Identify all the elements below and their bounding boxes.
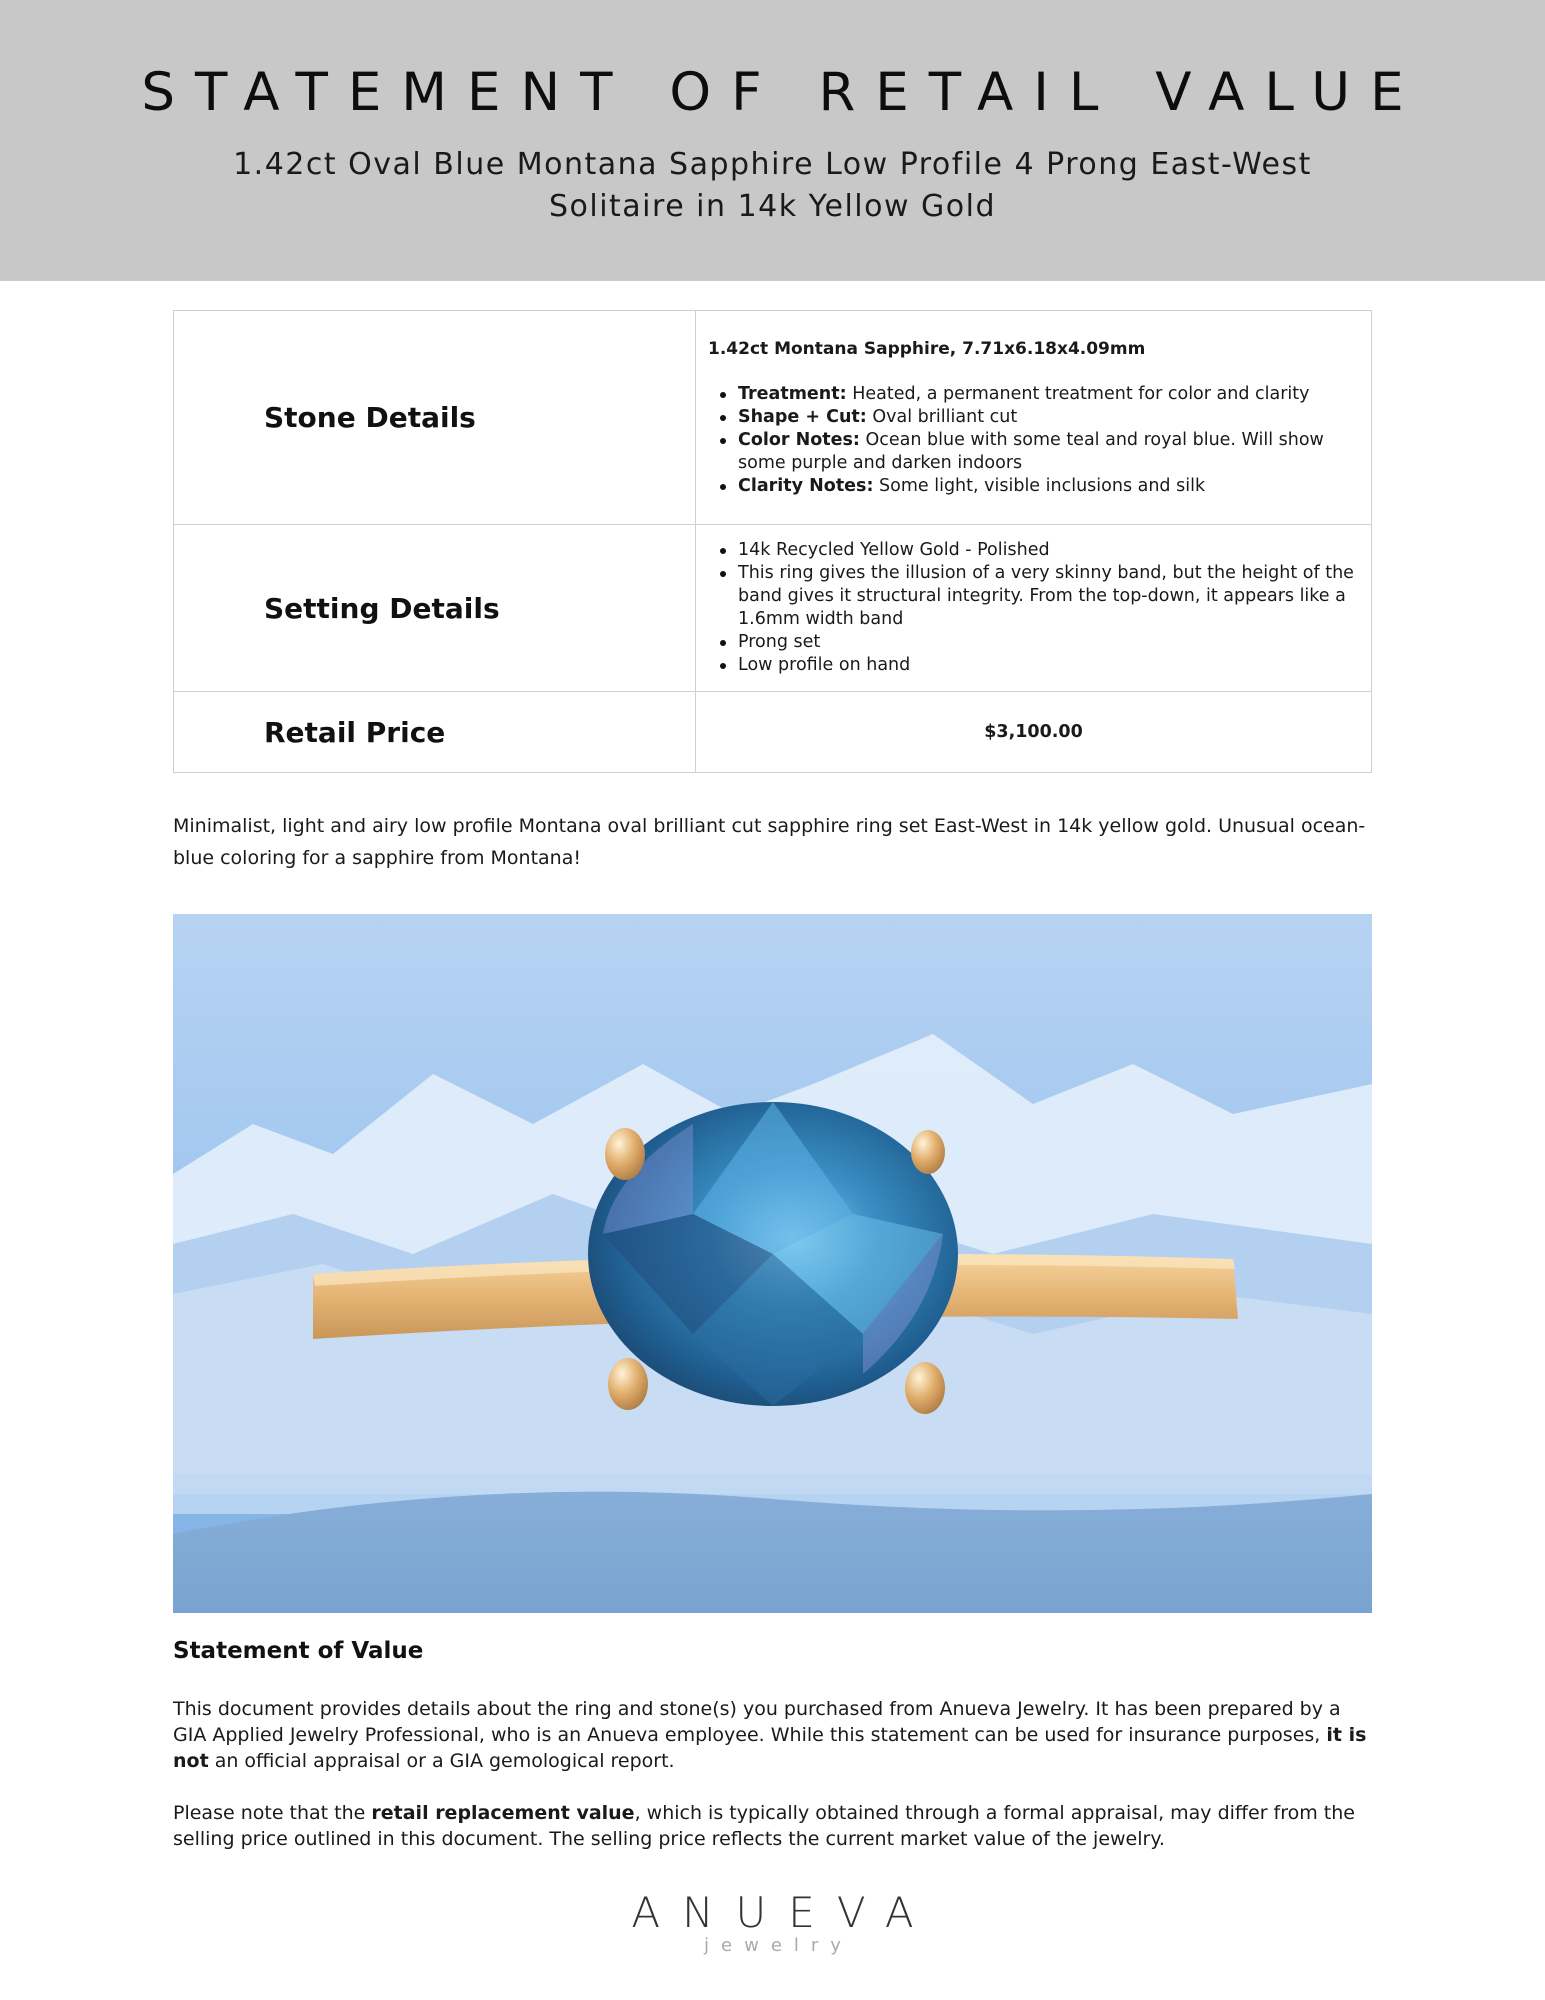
stone-details-row	[174, 311, 1372, 525]
stone-details-label: Stone Details	[174, 311, 696, 525]
setting-details-row	[174, 525, 1372, 692]
setting-details-label: Setting Details	[174, 525, 696, 692]
bullet-key: Shape + Cut:	[738, 406, 867, 427]
list-item	[708, 406, 1359, 429]
statement-of-value-title: Statement of Value	[173, 1638, 424, 1664]
list-item: 14k Recycled Yellow Gold - Polished	[708, 539, 1359, 562]
statement-paragraph-1	[173, 1696, 1372, 1774]
text-span: an official appraisal or a GIA gemological report.	[208, 1750, 675, 1772]
text-span: This document provides details about the ring and stone(s) you purchased from Anueva Jewelry. It has been prepared by a GIA Applied Jewelry Professional, who is an Anueva employee. While this statement can be used for insurance purposes,	[173, 1698, 1341, 1746]
bullet-value: Some light, visible inclusions and silk	[873, 475, 1206, 496]
text-span: Please note that the	[173, 1802, 372, 1824]
statement-paragraph-2	[173, 1800, 1372, 1852]
bullet-key: Clarity Notes:	[738, 475, 874, 496]
product-photo	[173, 914, 1372, 1613]
list-item	[708, 383, 1359, 406]
stone-heading: 1.42ct Montana Sapphire, 7.71x6.18x4.09mm	[708, 338, 1146, 359]
text-span: , which is typically obtained through a formal appraisal, may differ from the selling price outlined in this document. The selling price reflects the current market value of the jewelry.	[173, 1802, 1355, 1850]
product-subtitle: 1.42ct Oval Blue Montana Sapphire Low Profile 4 Prong East-West Solitaire in 14k Yellow Gold	[233, 147, 1312, 224]
page-title: STATEMENT OF RETAIL VALUE	[141, 62, 1424, 123]
retail-price-label: Retail Price	[174, 692, 696, 773]
stone-details-content	[696, 311, 1372, 525]
stone-bullet-list	[708, 383, 1359, 498]
bullet-value: Heated, a permanent treatment for color and clarity	[846, 383, 1310, 404]
bold-text: retail replacement value	[371, 1802, 635, 1824]
list-item	[708, 475, 1359, 498]
header-banner	[0, 0, 1545, 281]
list-item: Prong set	[708, 631, 1359, 654]
anueva-logo	[0, 1890, 1545, 1956]
details-table	[173, 310, 1372, 773]
list-item	[708, 429, 1359, 475]
bullet-key: Treatment:	[738, 383, 847, 404]
bullet-key: Color Notes:	[738, 429, 860, 450]
bullet-value: Ocean blue with some teal and royal blue. Will show some purple and darken indoors	[738, 429, 1324, 473]
logo-sub-text: jewelry	[704, 1935, 853, 1956]
list-item: Low profile on hand	[708, 654, 1359, 677]
setting-bullet-list	[708, 539, 1359, 677]
bold-text: it is not	[173, 1724, 1367, 1772]
retail-price-value: $3,100.00	[696, 692, 1372, 773]
setting-details-content	[696, 525, 1372, 692]
retail-price-row	[174, 692, 1372, 773]
product-description: Minimalist, light and airy low profile Montana oval brilliant cut sapphire ring set East-West in 14k yellow gold. Unusual ocean-blue coloring for a sapphire from Montana!	[173, 815, 1366, 869]
bullet-value: Oval brilliant cut	[866, 406, 1018, 427]
list-item: This ring gives the illusion of a very skinny band, but the height of the band gives it structural integrity. From the top-down, it appears like a 1.6mm width band	[708, 562, 1359, 631]
logo-brand-text: ANUEVA	[631, 1888, 936, 1937]
